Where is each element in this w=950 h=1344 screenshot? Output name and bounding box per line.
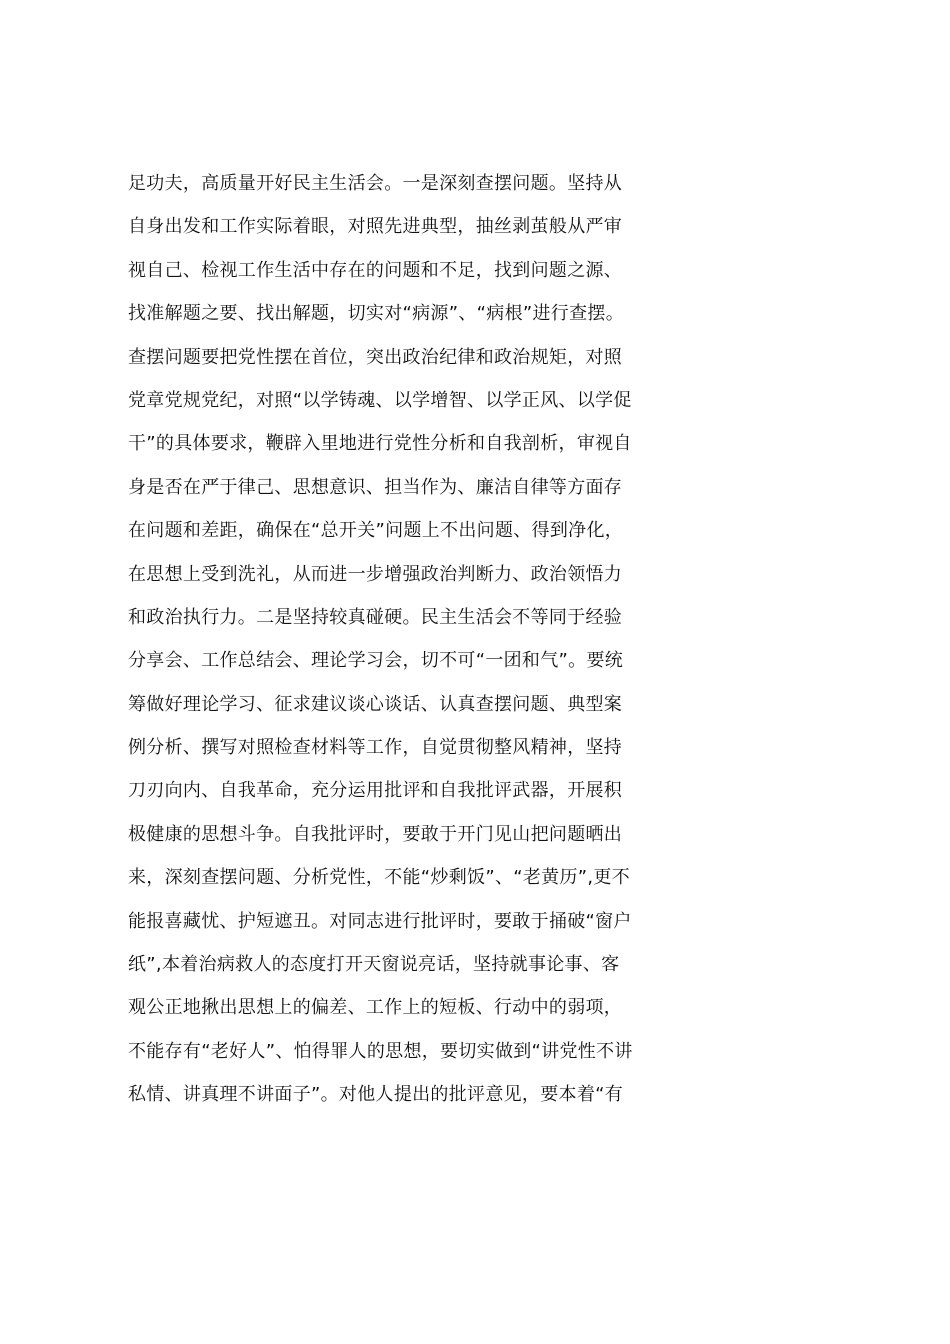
- text-line: 和政治执行力。二是坚持较真碰硬。民主生活会不等同于经验: [128, 606, 623, 628]
- text-line: 筹做好理论学习、征求建议谈心谈话、认真查摆问题、典型案: [128, 693, 623, 715]
- text-line: 纸”,本着治病救人的态度打开天窗说亮话，坚持就事论事、客: [128, 954, 620, 976]
- text-line: 身是否在严于律己、思想意识、担当作为、廉洁自律等方面存: [128, 476, 623, 498]
- text-line: 例分析、撰写对照检查材料等工作，自觉贯彻整风精神，坚持: [128, 737, 623, 759]
- text-line: 视自己、检视工作生活中存在的问题和不足，找到问题之源、: [128, 259, 623, 281]
- text-line: 党章党规党纪，对照“以学铸魂、以学增智、以学正风、以学促: [128, 389, 632, 411]
- text-line: 能报喜藏忧、护短遮丑。对同志进行批评时，要敢于捅破“窗户: [128, 910, 632, 932]
- text-line: 在思想上受到洗礼，从而进一步增强政治判断力、政治领悟力: [128, 563, 623, 585]
- text-line: 查摆问题要把党性摆在首位，突出政治纪律和政治规矩，对照: [128, 346, 623, 368]
- text-line: 自身出发和工作实际着眼，对照先进典型，抽丝剥茧般从严审: [128, 216, 623, 238]
- text-line: 在问题和差距，确保在“总开关”问题上不出问题、得到净化，: [128, 520, 624, 542]
- text-line: 观公正地揪出思想上的偏差、工作上的短板、行动中的弱项，: [128, 997, 623, 1019]
- text-line: 找准解题之要、找出解题，切实对“病源”、“病根”进行查摆。: [128, 303, 624, 325]
- text-line: 足功夫，高质量开好民主生活会。一是深刻查摆问题。坚持从: [128, 173, 623, 194]
- text-line: 来，深刻查摆问题、分析党性，不能“炒剩饭”、“老黄历”,更不: [128, 867, 631, 889]
- body-text: [128, 162, 848, 1117]
- text-line: 私情、讲真理不讲面子”。对他人提出的批评意见，要本着“有: [128, 1084, 624, 1106]
- text-line: 干”的具体要求，鞭辟入里地进行党性分析和自我剖析，审视自: [128, 433, 632, 455]
- text-line: 极健康的思想斗争。自我批评时，要敢于开门见山把问题晒出: [128, 823, 623, 845]
- text-line: 刀刃向内、自我革命，充分运用批评和自我批评武器，开展积: [128, 780, 623, 802]
- text-line: 分享会、工作总结会、理论学习会，切不可“一团和气”。要统: [128, 650, 624, 672]
- text-line: 不能存有“老好人”、怕得罪人的思想，要切实做到“讲党性不讲: [128, 1040, 633, 1062]
